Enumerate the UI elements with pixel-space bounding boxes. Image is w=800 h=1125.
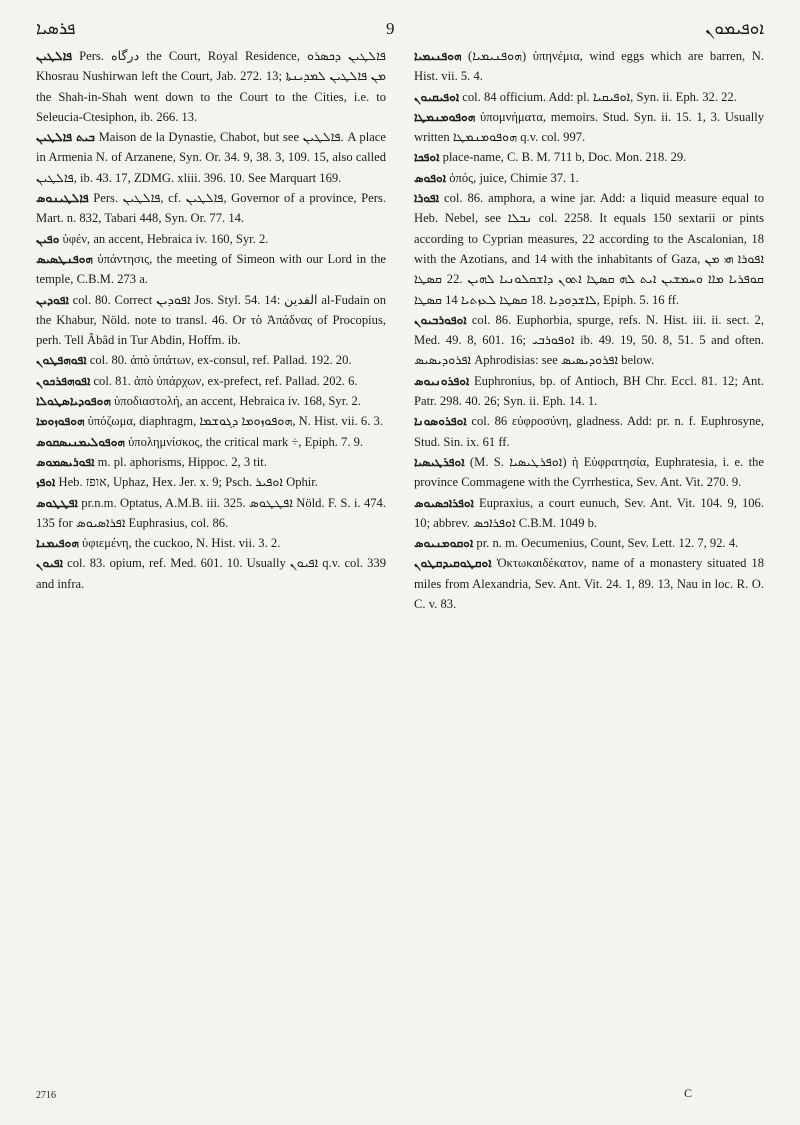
entry-definition: ὑποδιαστολή, an accent, Hebraica iv. 168, Syr. 2. [114,394,361,409]
entry-headword: ܐܘܦܘܣ [414,170,447,185]
dictionary-entry [36,127,386,188]
entry-definition: Pers. درگاه the Court, Royal Residence, ܦܐܠܛܝܢ ܕܟܣܪܘ Khosrau Nushirwan left the Court, Jab. 272. 13; ܡܢ ܦܐܠܛܝܢ ܠܡܕܝܢܬܐ the Shah-in-Shah went down to the Court to the Cities, i.e. to Seleucia-Ctesiphon, ib. 266. 13. [36,49,386,124]
entry-definition: Ὀκτωκαιδέκατον, name of a monastery situated 18 miles from Alexandria, Sev. Ant. Vit. 24. 1, 89. 13, Nau in loc. R. O. C. v. 83. [414,556,765,612]
entry-headword: ܒܝܬ ܦܐܠܛܝܢ [36,130,95,145]
entry-definition: ὑπόζωμα, diaphragm, ܗܘܦܘܙܘܡܐ ܕܓܘܫܡܐ, N. Hist. vii. 6. 3. [87,414,383,429]
dictionary-entry [36,290,386,351]
entry-headword: ܦܐܠܛܝܢ [36,49,72,63]
entry-headword: ܐܘܦܘܪܒܝܘܢ [414,312,467,327]
dictionary-entry [36,371,386,391]
dictionary-entry [36,553,386,594]
header-left-word: ܦܪܣܝܐ [36,19,76,39]
entry-headword: ܐܦܘܕܝܢ [36,292,69,307]
entry-definition: ὑφιεμένη, the cuckoo, N. Hist. vii. 3. 2. [82,536,281,551]
entry-definition: (M. S. ܐܘܦܪܛܝܣܝܐ) ἡ Εὐφρατησία, Euphratesia, i. e. the province Commagene with the Cyrrhestica, Sev. Ant. Vit. 270. 9. [414,454,764,490]
entry-headword: ܐܘܦܟܐ [414,150,440,165]
dictionary-entry [414,371,764,412]
entry-definition: (ܗܘܦܢܝܡܝܐ) ὑπηνέμια, wind eggs which are barren, N. Hist. vii. 5. 4. [414,49,764,84]
entry-definition: Eupraxius, a court eunuch, Sev. Ant. Vit. 104. 9, 106. 10; abbrev. ܐܘܦܪܐܟܣ C.B.M. 1049 b. [414,495,764,530]
entry-definition: ὀπός, juice, Chimie 37. 1. [449,170,579,185]
entry-headword: ܐܦܘܗܦܛܘܢ [36,353,87,368]
entry-headword: ܐܦܛܛܘܣ [36,495,78,510]
signature-mark: 2716 [36,1090,56,1101]
entry-headword: ܐܘܦܪܘܣܘܢܐ [414,414,467,429]
entry-definition: Euphronius, bp. of Antioch, BH Chr. Eccl. 81. 12; Ant. Patr. 298. 40. 26; Syn. ii. Eph. 14. 1. [414,373,764,409]
right-column [414,46,764,614]
dictionary-entry [414,533,764,553]
entry-headword: ܗܘܦܘܙܘܡܐ [36,414,85,429]
dictionary-entry [414,553,764,614]
dictionary-entry [414,310,764,371]
dictionary-entry [36,46,386,127]
entry-definition: ὑπάντησις, the meeting of Simeon with our Lord in the temple, C.B.M. 273 a. [36,251,386,287]
entry-headword: ܗܘܦܘܡܢܡܛܐ [414,109,476,124]
entry-definition: col. 80. ἀπὸ ὑπάτων, ex-consul, ref. Pallad. 192. 20. [89,353,352,368]
entry-definition: ὑφέν, an accent, Hebraica iv. 160, Syr. 2. [62,231,269,246]
running-header [36,14,764,44]
entry-definition: col. 81. ἀπὸ ὑπάρχων, ex-prefect, ref. Pallad. 202. 6. [93,373,358,388]
entry-headword: ܐܘܦܪܐܟܣܝܘܣ [414,495,474,510]
dictionary-entry [36,391,386,411]
entry-definition: col. 83. opium, ref. Med. 601. 10. Usually ܐܦܝܘܢ q.v. col. 339 and infra. [36,556,386,591]
entry-headword: ܐܦܝܘܢ [36,556,63,571]
dictionary-entry [414,87,764,107]
entry-headword: ܐܘܩܛܘܩܝܕܩܛܘܢ [414,556,492,571]
dictionary-entry [36,249,386,290]
dictionary-entry [36,188,386,229]
entry-definition: place-name, C. B. M. 711 b, Doc. Mon. 218. 29. [442,150,687,165]
dictionary-entry [414,452,764,493]
entry-headword: ܐܦܘܪܐ [414,191,440,206]
entry-headword: ܐܘܦܝܩܝܘܢ [414,89,460,104]
dictionary-entry [414,147,764,167]
entry-headword: ܐܘܦܪܛܝܣܝܐ [414,454,465,469]
dictionary-entry [36,432,386,452]
entry-headword: ܐܘܦܪܘܢܝܘܣ [414,373,470,388]
entry-definition: col. 86 εὐφροσύνη, gladness. Add: pr. n. f. Euphrosyne, Stud. Sin. ix. 61 ff. [414,414,764,449]
entry-headword: ܗܘܦܘܠܝܡܢܝܣܩܘܣ [36,434,125,449]
entry-definition: ὑπομνήματα, memoirs. Stud. Syn. ii. 15. 1, 3. Usually written ܗܘܦܘܡܢܡܛܐ q.v. col. 997. [414,109,765,145]
dictionary-entry [36,411,386,431]
dictionary-entry [414,493,764,534]
sheet-letter: C [683,1086,692,1100]
dictionary-entry [36,229,386,249]
entry-definition: pr.n.m. Optatus, A.M.B. iii. 325. ܐܦܛܛܘܣ Nöld. F. S. i. 474. 135 for ܐܦܪܐܣܝܘܣ Euphrasius, col. 86. [36,495,386,530]
entry-headword: ܗܘܦܘܕܝܐܣܛܘܠܐ [36,394,111,409]
dictionary-entry [36,472,386,492]
entry-definition: Pers. ܦܐܠܛܝܢ, cf. ܦܐܠܛܝܢ, Governor of a province, Pers. Mart. n. 832, Tabari 448, Syn. Or. 77. 14. [36,191,386,226]
left-column [36,46,386,594]
entry-definition: m. pl. aphorisms, Hippoc. 2, 3 tit. [97,454,267,469]
dictionary-entry [36,452,386,472]
entry-headword: ܦܐܠܛܝܢܘܣ [36,191,89,206]
entry-headword: ܐܘܦܙ [36,475,56,490]
entry-headword: ܗܘܦܢܛܣܝܣ [36,251,93,266]
page-number: 9 [386,19,395,38]
entry-definition: col. 86. amphora, a wine jar. Add: a liquid measure equal to Heb. Nebel, see ܢܒܠܐ col. 2258. It equals 150 sextarii or pints according to Cyprian measures, 22 according to the Ascalonian, 18 with the Azotians, and 14 with the inhabitants of Gaza, ܐܦܘܪܐ ܗܝ ܡܢ ܩܘܦܪܝܐ ܡܐܐ ܘܚܡܫܝܢ ܐܝܬ ܠܗ ܩܣܛܐ ܐܬܘܢ ܕܐܫܩܠܘܢܝܐ ܠܗܝܢ .22 ܩܣܛܐ ܠܐܫܕܘܕܝܐ .18 ܩܣܛܐ ܠܥܙܬܝܐ 14 ܩܣܛܐ, Epiph. 5. 16 ff. [414,191,765,307]
entry-definition: col. 80. Correct ܐܦܘܕܝܢ Jos. Styl. 54. 14: الفدين al-Fudain on the Khabur, Nöld. note to transl. 46. Or τὸ Ἀπάδνας of Procopius, perh. Tell Âbâd in Tur Abdin, Hoffm. ib. [36,292,387,348]
entry-headword: ܐܦܘܪܝܣܡܘܣ [36,454,95,469]
dictionary-entry [36,350,386,370]
dictionary-entry [414,411,764,452]
dictionary-entry [414,46,764,87]
entry-headword: ܐܘܩܘܡܢܝܘܣ [414,536,474,551]
entry-definition: col. 86. Euphorbia, spurge, refs. N. Hist. iii. ii. sect. 2, Med. 49. 8, 601. 16; ܐܘܦܘܪܒܝ ib. 49. 19, 50. 8, 51. 5 and often. ܐܦܪܘܕܝܣܝܣ Aphrodisias: see ܐܦܪܘܕܝܣܝܣ below. [414,312,765,368]
dictionary-entry [414,107,764,148]
header-right-word: ܐܘܦܝܡܘܢ [705,19,764,39]
entry-headword: ܘܦܝܢ [36,231,60,246]
entry-definition: pr. n. m. Oecumenius, Count, Sev. Lett. 12. 7, 92. 4. [476,536,739,551]
entry-definition: col. 84 officium. Add: pl. ܐܘܦܝܩܝܐ, Syn. ii. Eph. 32. 22. [462,89,737,104]
entry-definition: Maison de la Dynastie, Chabot, but see ܦܐܠܛܝܢ. A place in Armenia N. of Arzanene, Syn. Or. 34. 9, 38. 3, 109. 15, also called ܦܐܠܛܝܢ, ib. 43. 17, ZDMG. xliii. 396. 10. See Marquart 169. [36,130,386,185]
entry-headword: ܗܘܦܝܡܢܐ [36,536,79,551]
entry-headword: ܐܦܘܗܦܪܟܘܢ [36,373,91,388]
dictionary-entry [36,493,386,534]
dictionary-entry [414,168,764,188]
entry-definition: Heb. אופז, Uphaz, Hex. Jer. x. 9; Psch. ܐܘܦܝܪ Ophir. [58,475,318,490]
entry-definition: ὑπολημνίσκος, the critical mark ÷, Epiph. 7. 9. [128,434,364,449]
dictionary-entry [36,533,386,553]
dictionary-entry [414,188,764,310]
entry-headword: ܗܘܦܢܝܡܝܐ [414,49,462,63]
